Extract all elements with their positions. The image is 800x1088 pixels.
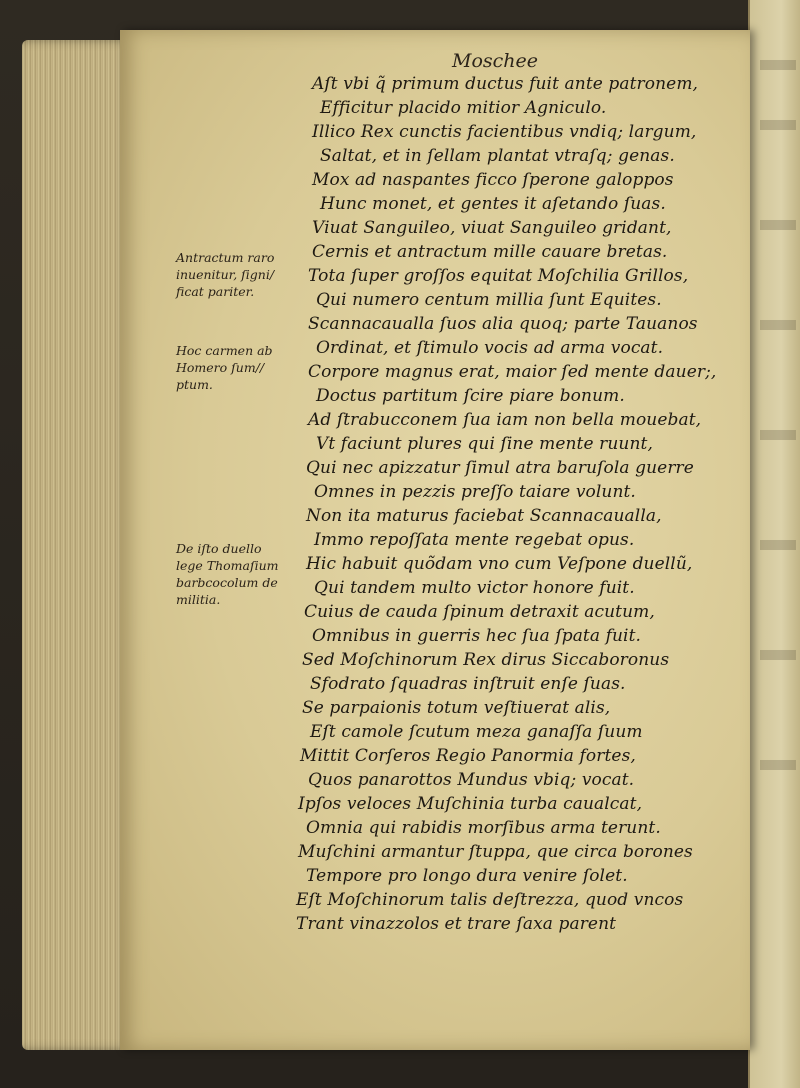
margin-note-line: militia. xyxy=(176,592,221,607)
verse-line: Mittit Corſeros Regio Panormia fortes, xyxy=(300,746,636,766)
verse-line: Corpore magnus erat, maior ſed mente dauer;, xyxy=(308,362,717,382)
verse-line: Quos panarottos Mundus vbiq; vocat. xyxy=(308,770,635,790)
ghost-text xyxy=(760,540,796,550)
verse-line: Omnes in pezzis preſſo taiare volunt. xyxy=(314,482,636,502)
margin-note-line: inuenitur, ſigni/ xyxy=(176,267,275,282)
verse-line: Ipſos veloces Muſchinia turba caualcat, xyxy=(298,794,643,814)
margin-note-line: lege Thomaſium xyxy=(176,558,279,573)
verse-line: Illico Rex cunctis facientibus vndiq; largum, xyxy=(312,122,697,142)
ghost-text xyxy=(760,220,796,230)
verse-line: Muſchini armantur ſtuppa, que circa borones xyxy=(298,842,693,862)
verse-line: Immo repoſſata mente regebat opus. xyxy=(314,530,635,550)
margin-note-line: Homero ſum// xyxy=(176,360,265,375)
verse-line: Hunc monet, et gentes it aſetando ſuas. xyxy=(320,194,666,214)
verse-line: Trant vinazzolos et trare ſaxa parent xyxy=(296,914,617,934)
margin-note-line: ptum. xyxy=(176,377,213,392)
verse-line: Vt faciunt plures qui ſine mente ruunt, xyxy=(316,434,653,454)
verse-line: Tempore pro longo dura venire ſolet. xyxy=(306,866,628,886)
ghost-text xyxy=(760,650,796,660)
verse-line: Non ita maturus faciebat Scannacaualla, xyxy=(306,506,662,526)
verse-line: Qui numero centum millia ſunt Equites. xyxy=(316,290,662,310)
ghost-text xyxy=(760,760,796,770)
verse-line: Omnibus in guerris hec ſua ſpata fuit. xyxy=(312,626,642,646)
ghost-text xyxy=(760,60,796,70)
verse-line: Eſt camole ſcutum meza ganaſſa ſuum xyxy=(310,722,643,742)
ghost-text xyxy=(760,120,796,130)
verse-line: Doctus partitum ſcire piare bonum. xyxy=(316,386,625,406)
verse-line: Omnia qui rabidis morſibus arma terunt. xyxy=(306,818,661,838)
margin-note-line: De iſto duello xyxy=(176,541,262,556)
facing-page-edge xyxy=(748,0,800,1088)
ghost-text xyxy=(760,430,796,440)
verse-line: Viuat Sanguileo, viuat Sanguileo gridant, xyxy=(312,218,672,238)
verse-line: Qui nec apizzatur ſimul atra baruſola guerre xyxy=(306,458,694,478)
verse-line: Aſt vbi q̃ primum ductus fuit ante patronem, xyxy=(312,74,699,94)
running-head: Moschee xyxy=(452,50,539,72)
verse-line: Efficitur placido mitior Agniculo. xyxy=(320,98,607,118)
margin-note-line: Hoc carmen ab xyxy=(176,343,273,358)
verse-line: Ad ſtrabucconem ſua iam non bella mouebat, xyxy=(308,410,702,430)
verse-line: Sed Moſchinorum Rex dirus Siccaboronus xyxy=(302,650,670,670)
verse-line: Saltat, et in ſellam plantat vtraſq; genas. xyxy=(320,146,675,166)
verse-line: Tota ſuper groſſos equitat Moſchilia Grillos, xyxy=(308,266,689,286)
verse-line: Eſt Moſchinorum talis deſtrezza, quod vncos xyxy=(296,890,684,910)
margin-note-line: ficat pariter. xyxy=(176,284,255,299)
ghost-text xyxy=(760,320,796,330)
margin-note-line: barbcocolum de xyxy=(176,575,278,590)
verse-line: Cernis et antractum mille cauare bretas. xyxy=(312,242,668,262)
verse-line: Sfodrato ſquadras inſtruit enſe ſuas. xyxy=(310,674,626,694)
verse-line: Scannacauallа ſuos alia quoq; parte Tauanos xyxy=(308,314,698,334)
verse-line: Mox ad naspantes ficco ſperone galoppos xyxy=(312,170,674,190)
verse-line: Hic habuit quõdam vno cum Veſpone duellũ, xyxy=(306,554,693,574)
verse-line: Qui tandem multo victor honore fuit. xyxy=(314,578,635,598)
verse-line: Ordinat, et ſtimulo vocis ad arma vocat. xyxy=(316,338,664,358)
margin-note-line: Antractum raro xyxy=(176,250,275,265)
verse-line: Se parpaionis totum veſtiuerat alis, xyxy=(302,698,611,718)
verse-line: Cuius de cauda ſpinum detraxit acutum, xyxy=(304,602,655,622)
